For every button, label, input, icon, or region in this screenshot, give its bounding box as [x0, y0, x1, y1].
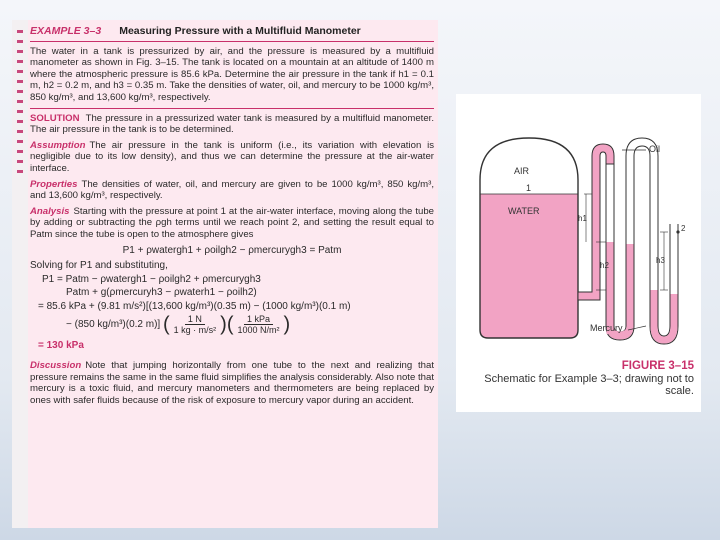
equation-p1-grouped: Patm + g(ρmercuryh3 − ρwaterh1 − ρoilh2) [66, 287, 257, 299]
discussion-label: Discussion [30, 360, 82, 372]
mercury-label: Mercury [590, 323, 623, 333]
analysis-text: Starting with the pressure at point 1 at the air-water interface, moving along the tube by adding or subtracting the ρgh terms until we reach point 2, and setting the result equal to Patm since the tube is open to the atmosphere gives [30, 205, 434, 240]
equation-substitution-tail: − (850 kg/m³)(0.2 m)] [66, 319, 161, 331]
unit-fraction-newton: $\frac{1 N}{\text{1 kg · m/s²}}$ [173, 314, 217, 336]
properties-text: The densities of water, oil, and mercury are given to be 1000 kg/m³, 850 kg/m³, and 13,600 kg/m³, respectively. [30, 178, 434, 202]
solution-label: SOLUTION [30, 112, 80, 124]
figure-caption [460, 360, 694, 398]
water-in-first-u [607, 242, 614, 326]
properties-paragraph [30, 179, 434, 202]
solution-text: The pressure in a pressurized water tank is measured by a multifluid manometer. The air pressure in the tank is to be determined. [30, 112, 434, 136]
figure-panel [456, 94, 701, 412]
water-label: WATER [508, 206, 540, 216]
figure-caption-text: Schematic for Example 3–3; drawing not to scale. [484, 372, 694, 397]
example-label: EXAMPLE 3–3 [30, 25, 102, 37]
point-1-label: 1 [526, 183, 532, 193]
manometer-tube-inner [614, 138, 670, 336]
final-answer: = 130 kPa [38, 340, 84, 352]
textbook-page [12, 20, 438, 528]
assumption-paragraph [30, 140, 434, 175]
example-title: Measuring Pressure with a Multifluid Manometer [119, 25, 361, 37]
mercury-column [651, 290, 678, 344]
point-2-marker [676, 230, 679, 233]
equation-balance: P1 + ρwatergh1 + ρoilgh2 − ρmercurygh3 = Patm [122, 244, 342, 256]
example-text-column [30, 26, 434, 410]
solving-text: Solving for P1 and substituting, [30, 260, 168, 272]
point-2-label: 2 [681, 224, 686, 233]
h2-label: h2 [600, 261, 609, 270]
assumption-label: Assumption [30, 139, 86, 151]
header-rule [30, 41, 434, 42]
properties-label: Properties [30, 178, 78, 190]
equation-p1: P1 = Patm − ρwatergh1 − ρoilgh2 + ρmercurygh3 [42, 273, 261, 285]
discussion-text: Note that jumping horizontally from one tube to the next and realizing that pressure remains the same in the same fluid simplifies the analysis considerably. Also note that mercury is a toxic fluid, and mercury manometers and thermometers are being replaced by ones with safer fluids because of the risk of exposure to mercury vapor during an accident. [30, 360, 434, 406]
manometer-tube-outer [606, 146, 678, 344]
assumption-text: The air pressure in the tank is uniform (i.e., its variation with elevation is negligible due to its low density), and thus we can determine the pressure at the air-water interface. [30, 139, 434, 174]
page-margin-strip [12, 20, 28, 528]
equation-substitution: = 85.6 kPa + (9.81 m/s²)[(13,600 kg/m³)(0.35 m) − (1000 kg/m³)(0.1 m) [38, 300, 351, 312]
figure-number: FIGURE 3–15 [621, 360, 694, 372]
example-header [30, 26, 434, 38]
analysis-label: Analysis [30, 205, 70, 217]
problem-statement: The water in a tank is pressurized by air, and the pressure is measured by a multifluid manometer as shown in Fig. 3–15. The tank is located on a mountain at an altitude of 1400 m where the atmospheric pressure is 85.6 kPa. Determine the air pressure in the tank if h1 = 0.1 m, h2 = 0.2 m, and h3 = 0.35 m. Take the densities of water, oil, and mercury to be 1000 kg/m³, 850 kg/m³, and 13,600 kg/m³, respectively. [30, 45, 434, 103]
discussion-paragraph [30, 360, 434, 406]
analysis-paragraph [30, 206, 434, 241]
h3-label: h3 [656, 256, 665, 265]
unit-fraction-kpa: $\frac{\text{1 kPa}}{\text{1000 N/m²}}$ [237, 314, 280, 336]
oil-label: Oil [649, 144, 660, 154]
solution-rule [30, 108, 434, 109]
solution-paragraph [30, 113, 434, 136]
h1-label: h1 [578, 214, 587, 223]
equation-substitution-cont: − (850 kg/m³)(0.2 m)] ( $\frac{1 N}{\text{1 kg · m/s²}}$ )( $\frac{\text{1 kPa}}{\text{1000 N/m²}}$ ) [66, 313, 291, 336]
air-label: AIR [514, 166, 530, 176]
